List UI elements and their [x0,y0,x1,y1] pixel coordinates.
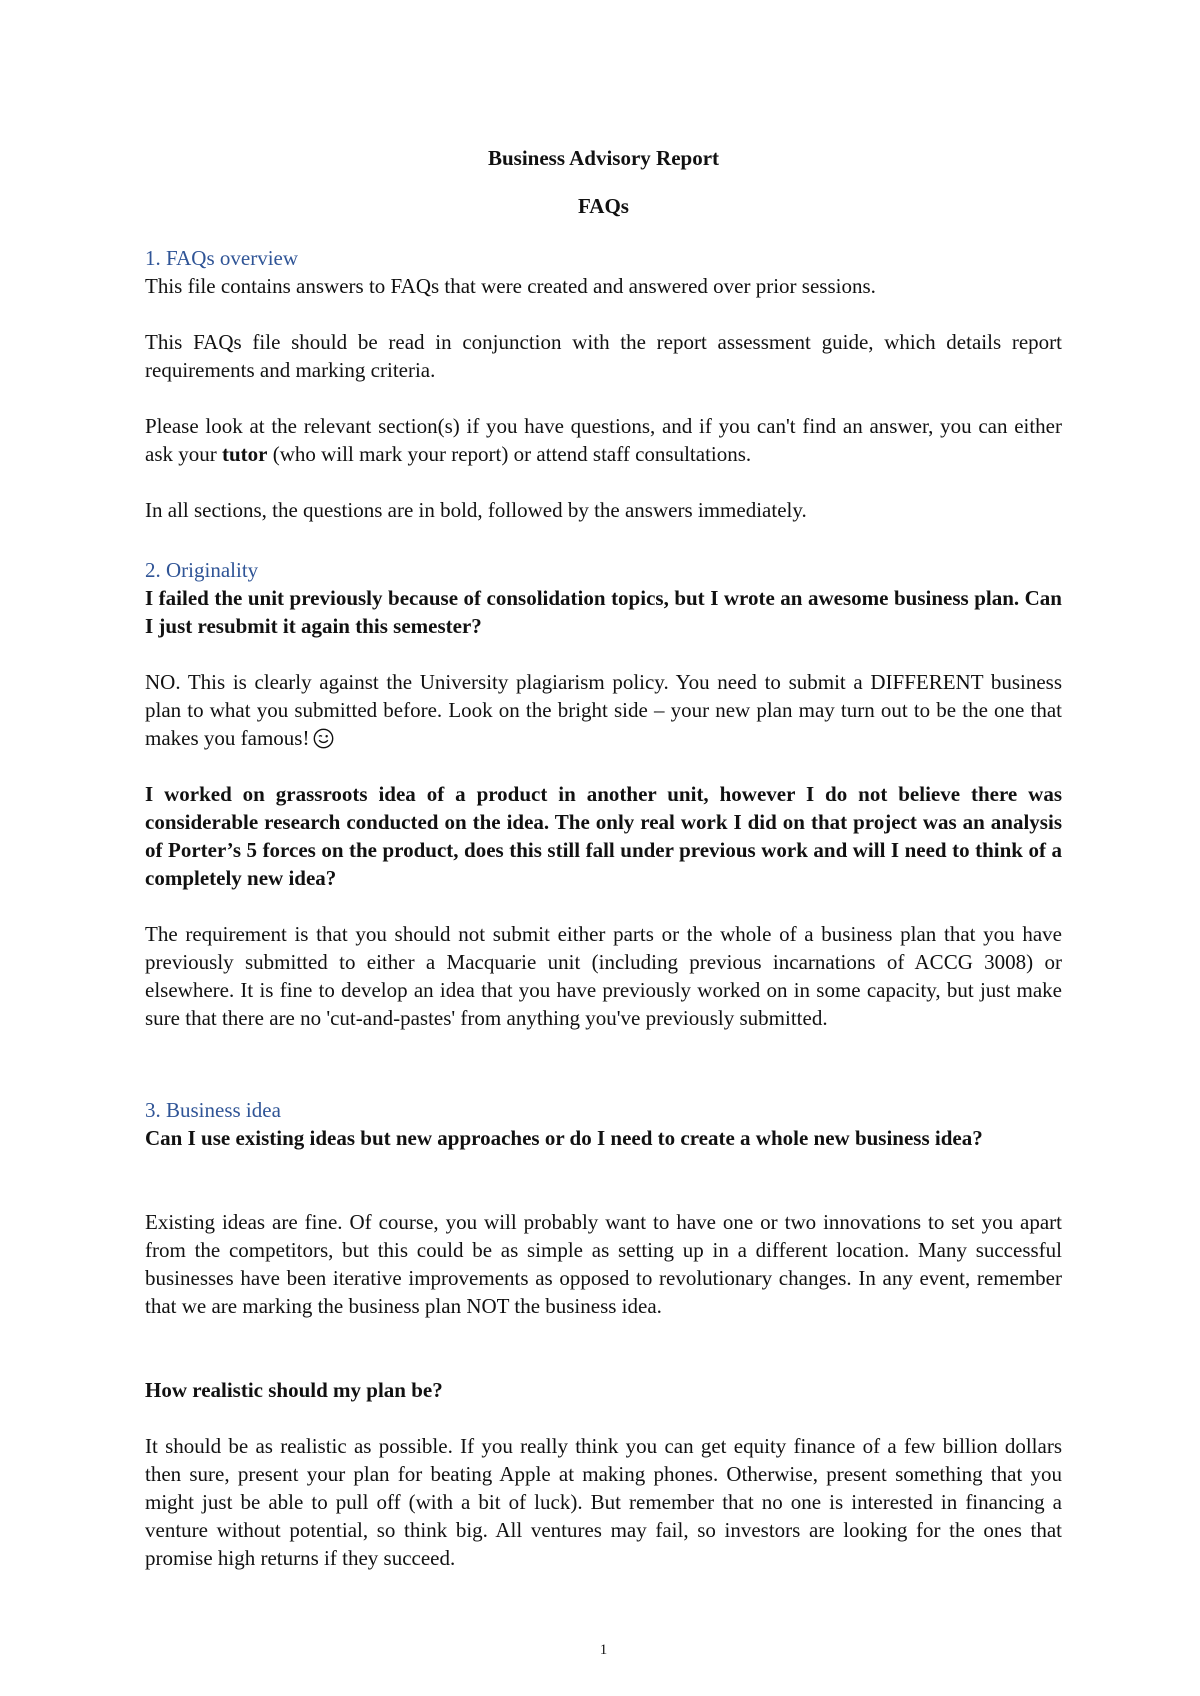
section-heading-business-idea: 3. Business idea [145,1098,281,1122]
paragraph-read-in-conjunction: This FAQs file should be read in conjunction with the report assessment guide, which details report requirements and marking criteria. [145,330,1062,382]
question-resubmit-plan: I failed the unit previously because of consolidation topics, but I wrote an awesome business plan. Can I just resubmit it again this semester? [145,586,1062,638]
tutor-emphasis: tutor [222,442,268,466]
paragraph-file-contents: This file contains answers to FAQs that were created and answered over prior sessions. [145,274,876,298]
paragraph-relevant-sections-text-end: (who will mark your report) or attend staff consultations. [267,442,752,466]
question-existing-ideas: Can I use existing ideas but new approaches or do I need to create a whole new business idea? [145,1126,983,1150]
section-heading-originality: 2. Originality [145,558,259,582]
paragraph-relevant-sections [145,412,1062,468]
paragraph-relevant-sections-text: Please look at the relevant section(s) if you have questions, and if you can't find an answer, you can either ask your [145,414,1062,466]
document-page [145,0,1062,1696]
document-title: Business Advisory Report [487,146,720,170]
answer-existing-ideas: Existing ideas are fine. Of course, you will probably want to have one or two innovations to set you apart from the competitors, but this could be as simple as setting up in a different location. Many successful businesses have been iterative improvements as opposed to revolutionary changes. In any event, remember that we are marking the business plan NOT the business idea. [145,1210,1062,1318]
answer-resubmit-plan-text: NO. This is clearly against the University plagiarism policy. You need to submit a DIFFERENT business plan to what you submitted before. Look on the bright side – your new plan may turn out to be the one that makes you famous! [145,670,1062,750]
document-subtitle: FAQs [578,194,629,218]
answer-how-realistic: It should be as realistic as possible. If you really think you can get equity finance of a few billion dollars then sure, present your plan for beating Apple at making phones. Otherwise, present something that you might just be able to pull off (with a bit of luck). But remember that no one is interested in financing a venture without potential, so think big. All ventures may fail, so investors are looking for the ones that promise high returns if they succeed. [145,1434,1062,1570]
question-how-realistic: How realistic should my plan be? [145,1378,443,1402]
page-number: 1 [599,1642,608,1658]
answer-grassroots-idea: The requirement is that you should not submit either parts or the whole of a business plan that you have previously submitted to either a Macquarie unit (including previous incarnations of ACCG 3008) or elsewhere. It is fine to develop an idea that you have previously worked on in some capacity, but just make sure that there are no 'cut-and-pastes' from anything you've previously submitted. [145,922,1062,1030]
paragraph-questions-in-bold: In all sections, the questions are in bold, followed by the answers immediately. [145,498,807,522]
winking-smiley-icon [313,728,334,749]
question-grassroots-idea: I worked on grassroots idea of a product in another unit, however I do not believe there was considerable research conducted on the idea. The only real work I did on that project was an analysis of Porter’s 5 forces on the product, does this still fall under previous work and will I need to think of a completely new idea? [145,782,1062,890]
answer-resubmit-plan [145,668,1062,752]
section-heading-faqs-overview: 1. FAQs overview [145,246,299,270]
